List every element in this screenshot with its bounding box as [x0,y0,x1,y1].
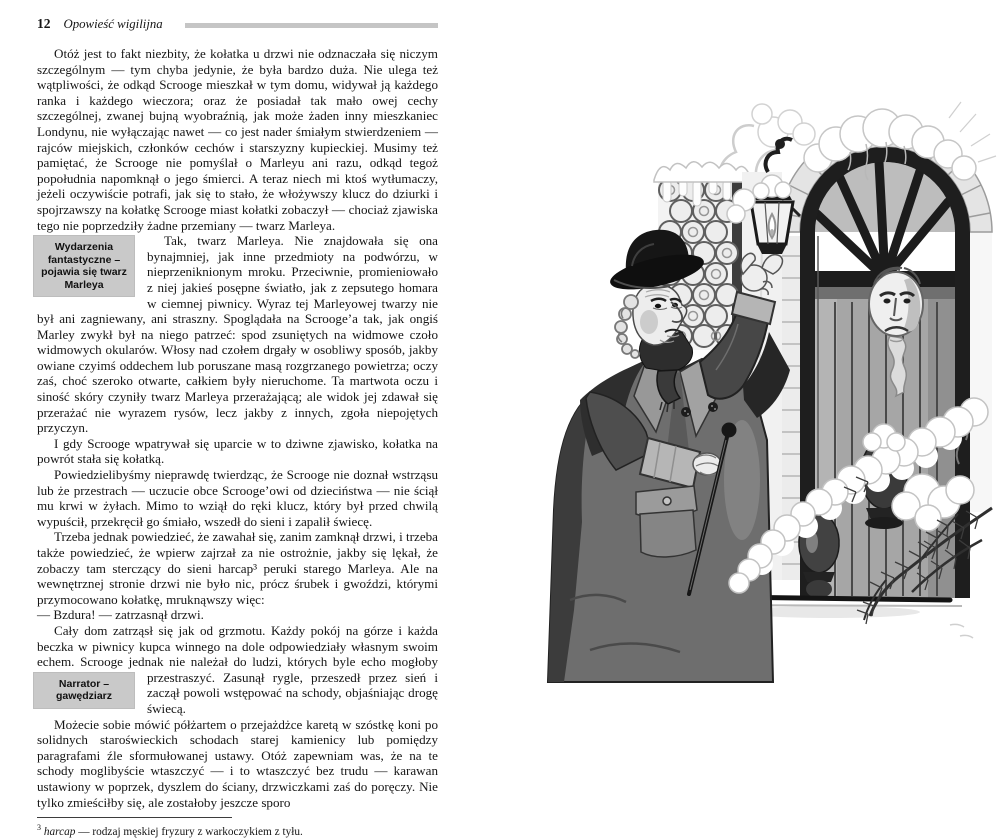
cane-knob [722,423,737,438]
footnote-term: harcap [43,825,76,838]
paragraph-6-text-b: przeszedł przez sień i zaczął powoli wstępować na schody, objaśniając drogę świecą. [147,669,438,716]
paragraph-6 [37,623,438,717]
margin-note-fantastic-events [33,235,135,297]
paragraph-5: Trzeba jednak powiedzieć, że zawahał się, zanim zamknął drzwi, i trzeba także powiedzieć, że wpierw zajrzał za nie ostrożnie, jakby się lękał, że zobaczy tam sterczący do sieni harcap³ peruki starego Marleya. Ale na wewnętrznej stronie drzwi nie było nic, prócz śrubek i gwoździ, którymi przymocowano kołatkę, mruknąwszy więc: [37,529,438,607]
header-rule [185,23,438,28]
dialogue-line: — Bzdura! — zatrzasnął drzwi. [37,607,204,623]
page-number: 12 [37,16,51,31]
paragraph-6-text-a: Cały dom zatrząsł się jak od grzmotu. Każdy pokój na górze i każda beczka w piwnicy kupca winnego na dole odpowiedziały własnym swoim echem. Scrooge jednak nie należał do ludzi, których byle echo mogłoby przestraszyć. Zasunął rygle, [37,622,438,685]
text-column [37,16,438,839]
paragraph-4: Powiedzielibyśmy nieprawdę twierdząc, że Scrooge nie doznał wstrząsu lub że przestrach — uczucie obce Scrooge’owi od dzieciństwa — nie ściął mu krwi w żyłach. Mimo to wziął do ręki klucz, który był przed chwilą wypuścił, przekręcił go śmiało, wszedł do sieni i zapalił świecę. [37,467,438,529]
margin-note-label: Narrator – gawędziarz [55,677,113,703]
paragraph-2-text: Tak, twarz Marleya. Nie znajdowała się ona bynajmniej, jak inne przedmioty na podwórzu, w nieprzeniknionym mroku. Przeciwnie, promieniowało z niej jakieś posępne światło, jak z zepsutego homara w ciemnej piwnicy. Wyraz tej Marleyowej twarzy nie był ani zagniewany, ani straszny. Spoglądała na Scrooge’a tak, jak ongiś Marley zwykł był na niego patrzeć: spod zsuniętych na widmowe czoło widmowych okularów. Włosy nad czołem drgały w osobliwy sposób, jakby owiane czyimś oddechem lub poruszane masą rozgrzanego powietrza; oczy zaś, choć szeroko otwarte, całkiem były nieruchome. Ta martwota oczu i siność skóry czyniły twarz Marleya przerażającą; ale widok jej zdawał się przerażać nie wyrazem rysów, lecz jakby z innych, zgoła niepojętych przyczyn. [37,233,438,436]
body-text [37,46,438,810]
margin-note-label: Wydarzenia fantastyczne – pojawia się twarz Marleya [41,241,127,291]
footnote [37,817,438,839]
paragraph-7: Możecie sobie mówić półżartem o przejażdżce karetą w szóstkę koni po solidnych staroświeckich schodach starej kamienicy lub pomiędzy paragrafami źle sformułowanej ustawy. Otóż zapewniam was, że na te schody moglibyście wtaszczyć — i to wtaszczyć bez trudu — karawan ustawiony w poprzek, dyszlem do ściany, drzwiczkami zaś do poręczy. Nie tylko zmieściłby się, ale zostałoby jeszcze sporo [37,716,438,810]
margin-note-narrator [33,672,135,709]
illustration-scrooge-at-door [530,40,1000,700]
footnote-marker: 3 [37,823,41,833]
running-header [37,16,438,32]
running-title: Opowieść wigilijna [63,16,163,31]
footnote-definition: — rodzaj męskiej fryzury z warkoczykiem z tyłu. [75,825,303,838]
footnote-rule [37,817,232,818]
footnote-text [37,821,438,839]
paragraph-2 [37,233,438,436]
scrooge-figure [548,230,790,682]
paragraph-3: I gdy Scrooge wpatrywał się uparcie w to dziwne zjawisko, kołatka na powrót stała się kołatką. [37,435,438,467]
paragraph-1: Otóż jest to fakt niezbity, że kołatka u drzwi nie odznaczała się niczym szczególnym — tym chyba jedynie, że była bardzo duża. Nie ulega też wątpliwości, że odkąd Scrooge mieszkał w tym domu, widywał ją każdego ranka i każdego wieczora; oraz że posiadał tak mało owej cechy szczególnej, zwanej bujną wyobraźnią, jak może żaden inny mieszkaniec Londynu, nie wyłączając nawet — co jest nader śmiałym stwierdzeniem — rajców miejskich, członków cechów i starszyzny kupieckiej. Musimy też pamiętać, że Scrooge nie pomyślał o Marleyu ani razu, odkąd tegoż popołudnia napomknął o jego śmierci. A teraz niech mi ktoś wytłumaczy, jeżeli oczywiście potrafi, jak się to stało, że włożywszy klucz do dziurki i spojrzawszy na kołatkę Scrooge miast kołatki zobaczył — chociaż zjawiska tego nie poprzedziły żadne przemiany — twarz Marleya. [37,46,438,233]
